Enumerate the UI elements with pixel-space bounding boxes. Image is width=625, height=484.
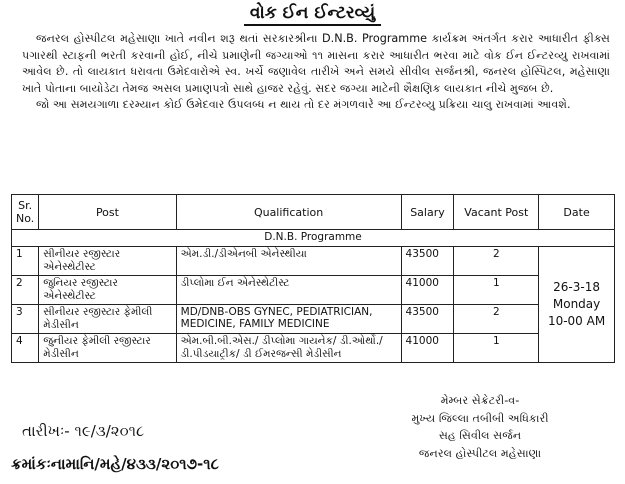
row-salary: 41000 [401,334,454,363]
interview-time: 10-00 AM [547,314,606,328]
signature-line-3: સહ સિવીલ સર્જન [438,429,522,442]
interview-date-cell [539,247,615,363]
row-vacant: 2 [454,305,539,334]
header-qualification: Qualification [176,195,401,230]
row-vacant: 1 [454,334,539,363]
signature-line-1: મેમ્બર સેક્રેટરી-વ- [440,394,520,407]
row-post: સીનીયર રજીસ્ટાર ફેમીલી મેડીસીન [39,305,176,334]
issue-date: તારીખઃ- ૧૯/૩/૨૦૧૮ [22,422,145,440]
table-row [12,334,615,363]
interview-date: 26-3-18 [553,280,600,294]
programme-label: D.N.B. Programme [12,230,615,247]
header-post: Post [39,195,176,230]
header-vacant-post: Vacant Post [454,195,539,230]
row-sr: 4 [12,334,39,363]
title-wrap [0,3,625,26]
row-qualification: એમ.ડી./ડીએનબી એનેસ્થીયા [176,247,401,276]
table-row [12,305,615,334]
programme-row [12,230,615,247]
header-salary: Salary [401,195,454,230]
row-post: જુનિયર રજીસ્ટાર એનેસ્થેટીસ્ટ [39,276,176,305]
row-salary: 41000 [401,276,454,305]
row-qualification: MD/DNB-OBS GYNEC, PEDIATRICIAN, MEDICINE, FAMILY MEDICINE [176,305,401,334]
signature-line-4: જનરલ હોસ્પીટલ મહેસાણા [418,446,542,460]
row-sr: 2 [12,276,39,305]
row-post: સીનીયર રજીસ્ટાર એનેસ્થેટીસ્ટ [39,247,176,276]
paragraph-tuesday-note: જો આ સમયગાળા દરમ્યાન કોઈ ઉમેદવાર ઉપલબ્ધ ન થાય તો દર મંગળવારે આ ઈન્ટરવ્યુ પ્રક્રિયા ચાલુ રાખવામાં આવશે. [36,98,571,111]
row-sr: 1 [12,247,39,276]
header-date: Date [539,195,615,230]
row-salary: 43500 [401,305,454,334]
row-post: જુનીયર ફેમીલી રજીસ્ટાર મેડીસીન [39,334,176,363]
notice-title: વોક ઈન ઈન્ટરવ્યું [244,3,381,26]
reference-number: ક્રમાંકઃનામાનિ/મહે/૪૩૩/૨૦૧૭-૧૮ [11,455,219,473]
paragraph-intro: જનરલ હોસ્પીટલ મહેસાણા ખાતે નવીન શરૂ થતાં સરકારશ્રીના D.N.B. Programme કાર્યક્રમ અંતર્ગત કરાર આધારીત ફીક્સ પગારથી સ્ટાફની ભરતી કરવાની હોઈ, નીચે પ્રમાણેની જગ્યાઓ ૧૧ માસના કરાર આધારીત ભરવા માટે વોક ઈન ઈન્ટરવ્યુ રાખવામાં આવેલ છે. તો લાયકાત ધરાવતા ઉમેદવારોએ સ્વ. ખર્ચે જણાવેલ તારીખે અને સમયે સીવીલ સર્જનશ્રી, જનરલ હોસ્પિટલ, મહેસાણા ખાતે પોતાના બાયોડેટા તેમજ અસલ પ્રમાણપત્રો સાથે હાજર રહેવું. સદર જગ્યા માટેની શૈક્ષણિક લાયકાત નીચે મુજબ છે. [22,32,610,95]
table-row [12,276,615,305]
vacancy-table [11,194,615,363]
row-qualification: ડીપ્લોમા ઈન એનેસ્થેટીસ્ટ [176,276,401,305]
signature-block [370,392,590,462]
notice-body [22,31,610,114]
interview-day: Monday [552,297,601,311]
row-vacant: 2 [454,247,539,276]
header-sr-no: Sr. No. [12,195,39,230]
signature-line-2: મુખ્ય જિલ્લા તબીબી અધિકારી [411,411,549,425]
row-vacant: 1 [454,276,539,305]
table-row [12,247,615,276]
row-sr: 3 [12,305,39,334]
row-qualification: એમ.બી.બી.એસ./ ડીપ્લોમા ગાયનેક/ ડી.ઓર્થો./ ડી.પીડયાટ્રીક/ ડી ઈમરજન્સી મેડીસીન [176,334,401,363]
row-salary: 43500 [401,247,454,276]
table-header-row [12,195,615,230]
